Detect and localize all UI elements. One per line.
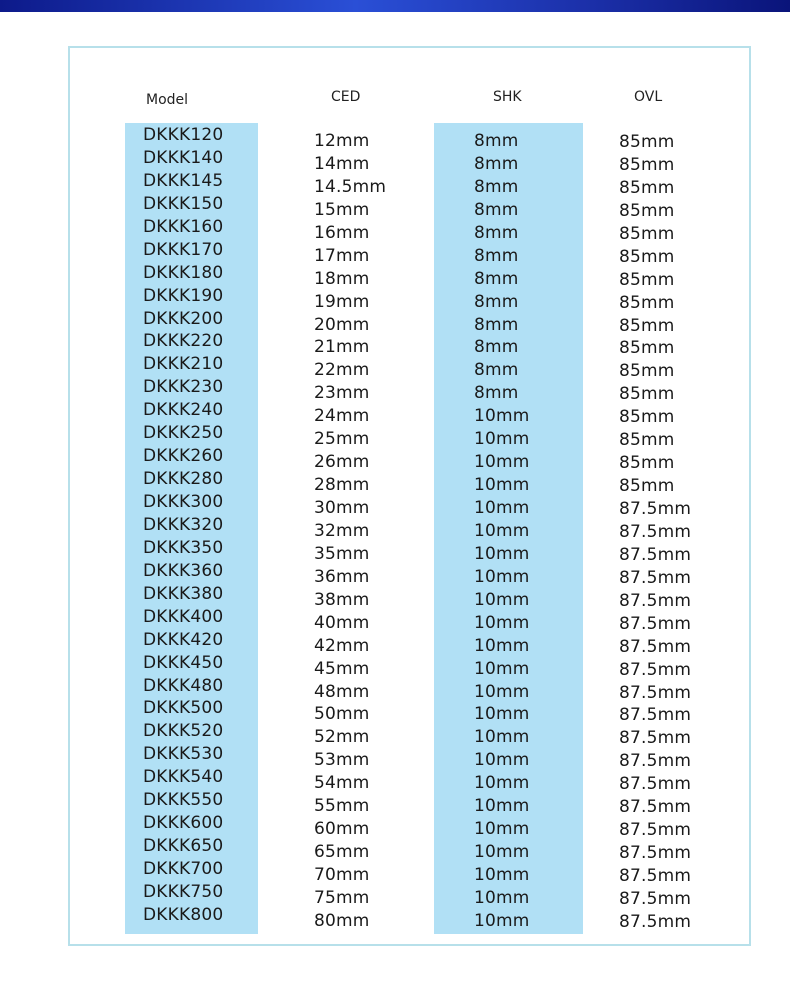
- header-shk: SHK: [493, 89, 522, 105]
- model-cell: DKKK750: [143, 881, 224, 902]
- model-cell: DKKK120: [143, 125, 224, 145]
- ovl-cell: 85mm: [619, 476, 675, 497]
- ovl-cell: 87.5mm: [619, 682, 692, 703]
- model-cell: DKKK600: [143, 813, 224, 834]
- ced-cell: 12mm: [314, 131, 370, 151]
- ced-column: [314, 130, 386, 933]
- shk-cell: 10mm: [474, 842, 530, 863]
- model-cell: DKKK210: [143, 354, 224, 375]
- ovl-cell: 85mm: [619, 292, 675, 313]
- ced-cell: 80mm: [314, 910, 370, 931]
- ovl-cell: 87.5mm: [619, 636, 692, 657]
- ced-cell: 45mm: [314, 658, 370, 679]
- shk-cell: 10mm: [474, 566, 530, 587]
- ced-cell: 60mm: [314, 819, 370, 840]
- ovl-cell: 87.5mm: [619, 820, 692, 841]
- ced-cell: 14mm: [314, 153, 370, 174]
- model-cell: DKKK550: [143, 790, 224, 811]
- shk-cell: 8mm: [474, 383, 519, 404]
- model-cell: DKKK540: [143, 767, 224, 788]
- shk-cell: 10mm: [474, 750, 530, 771]
- ced-cell: 19mm: [314, 291, 370, 312]
- shk-cell: 10mm: [474, 612, 530, 633]
- shk-cell: 10mm: [474, 658, 530, 679]
- shk-cell: 8mm: [474, 131, 519, 151]
- ovl-cell: 85mm: [619, 430, 675, 451]
- shk-cell: 10mm: [474, 452, 530, 473]
- ovl-cell: 87.5mm: [619, 751, 692, 772]
- shk-cell: 10mm: [474, 520, 530, 541]
- ovl-cell: 85mm: [619, 246, 675, 267]
- ovl-cell: 87.5mm: [619, 866, 692, 886]
- shk-cell: 8mm: [474, 153, 519, 174]
- model-cell: DKKK300: [143, 492, 224, 512]
- ced-cell: 21mm: [314, 337, 370, 358]
- ovl-cell: 87.5mm: [619, 888, 692, 909]
- model-cell: DKKK500: [143, 698, 224, 719]
- ced-cell: 50mm: [314, 704, 370, 725]
- ced-cell: 52mm: [314, 727, 370, 748]
- model-cell: DKKK350: [143, 537, 224, 558]
- ovl-cell: 87.5mm: [619, 499, 692, 519]
- ovl-cell: 85mm: [619, 177, 675, 198]
- shk-cell: 10mm: [474, 773, 530, 794]
- ovl-cell: 85mm: [619, 315, 675, 336]
- model-cell: DKKK700: [143, 859, 224, 879]
- shk-cell: 8mm: [474, 176, 519, 197]
- ovl-cell: 87.5mm: [619, 728, 692, 749]
- shk-cell: 10mm: [474, 865, 530, 885]
- model-cell: DKKK800: [143, 904, 224, 925]
- shk-cell: 8mm: [474, 245, 519, 266]
- ovl-cell: 85mm: [619, 269, 675, 290]
- ced-cell: 15mm: [314, 199, 370, 220]
- ced-cell: 75mm: [314, 887, 370, 908]
- ovl-cell: 87.5mm: [619, 843, 692, 864]
- ovl-cell: 87.5mm: [619, 613, 692, 634]
- ced-cell: 18mm: [314, 268, 370, 289]
- shk-cell: 10mm: [474, 635, 530, 656]
- model-cell: DKKK190: [143, 285, 224, 306]
- model-cell: DKKK230: [143, 377, 224, 398]
- model-cell: DKKK220: [143, 331, 224, 352]
- shk-cell: 8mm: [474, 337, 519, 358]
- shk-column: [474, 130, 530, 933]
- shk-cell: 8mm: [474, 199, 519, 220]
- ced-cell: 40mm: [314, 612, 370, 633]
- model-cell: DKKK180: [143, 262, 224, 283]
- ovl-cell: 87.5mm: [619, 774, 692, 795]
- ced-cell: 28mm: [314, 475, 370, 496]
- model-cell: DKKK380: [143, 583, 224, 604]
- ovl-cell: 87.5mm: [619, 911, 692, 932]
- ced-cell: 22mm: [314, 360, 370, 381]
- model-cell: DKKK400: [143, 606, 224, 627]
- ovl-cell: 87.5mm: [619, 659, 692, 680]
- ced-cell: 16mm: [314, 222, 370, 243]
- model-cell: DKKK280: [143, 469, 224, 490]
- shk-cell: 10mm: [474, 727, 530, 748]
- shk-cell: 10mm: [474, 406, 530, 427]
- model-cell: DKKK160: [143, 216, 224, 237]
- model-cell: DKKK170: [143, 239, 224, 260]
- shk-cell: 10mm: [474, 498, 530, 518]
- shk-cell: 10mm: [474, 475, 530, 496]
- model-cell: DKKK520: [143, 721, 224, 742]
- shk-cell: 8mm: [474, 360, 519, 381]
- ovl-cell: 85mm: [619, 223, 675, 244]
- ovl-cell: 85mm: [619, 361, 675, 382]
- top-banner-bar: [0, 0, 790, 12]
- model-cell: DKKK150: [143, 193, 224, 214]
- model-cell: DKKK420: [143, 629, 224, 650]
- shk-cell: 10mm: [474, 910, 530, 931]
- shk-cell: 10mm: [474, 429, 530, 450]
- ced-cell: 30mm: [314, 498, 370, 518]
- model-column: [143, 124, 223, 927]
- ced-cell: 14.5mm: [314, 176, 387, 197]
- model-cell: DKKK530: [143, 744, 224, 765]
- model-cell: DKKK320: [143, 514, 224, 535]
- shk-cell: 10mm: [474, 819, 530, 840]
- shk-cell: 10mm: [474, 543, 530, 564]
- header-ovl: OVL: [634, 89, 663, 105]
- ovl-cell: 85mm: [619, 407, 675, 428]
- ovl-cell: 85mm: [619, 453, 675, 474]
- model-cell: DKKK250: [143, 423, 224, 444]
- ced-cell: 70mm: [314, 865, 370, 885]
- ced-cell: 24mm: [314, 406, 370, 427]
- model-cell: DKKK260: [143, 446, 224, 467]
- model-cell: DKKK360: [143, 560, 224, 581]
- ovl-cell: 87.5mm: [619, 797, 692, 818]
- ced-cell: 48mm: [314, 681, 370, 702]
- model-cell: DKKK480: [143, 675, 224, 696]
- ced-cell: 23mm: [314, 383, 370, 404]
- ovl-cell: 87.5mm: [619, 567, 692, 588]
- model-cell: DKKK650: [143, 836, 224, 857]
- model-cell: DKKK140: [143, 147, 224, 168]
- ced-cell: 25mm: [314, 429, 370, 450]
- ovl-cell: 85mm: [619, 200, 675, 221]
- ovl-cell: 87.5mm: [619, 521, 692, 542]
- ovl-cell: 87.5mm: [619, 590, 692, 611]
- model-cell: DKKK240: [143, 400, 224, 421]
- ced-cell: 65mm: [314, 842, 370, 863]
- shk-cell: 10mm: [474, 589, 530, 610]
- ced-cell: 42mm: [314, 635, 370, 656]
- model-cell: DKKK450: [143, 652, 224, 673]
- ced-cell: 26mm: [314, 452, 370, 473]
- ced-cell: 38mm: [314, 589, 370, 610]
- shk-cell: 8mm: [474, 222, 519, 243]
- model-cell: DKKK145: [143, 170, 224, 191]
- ced-cell: 17mm: [314, 245, 370, 266]
- shk-cell: 8mm: [474, 268, 519, 289]
- ced-cell: 54mm: [314, 773, 370, 794]
- ovl-cell: 85mm: [619, 154, 675, 175]
- shk-cell: 8mm: [474, 314, 519, 335]
- shk-cell: 10mm: [474, 887, 530, 908]
- ovl-cell: 87.5mm: [619, 544, 692, 565]
- ovl-column: [619, 131, 691, 934]
- ced-cell: 32mm: [314, 520, 370, 541]
- ced-cell: 55mm: [314, 796, 370, 817]
- header-model: Model: [146, 92, 189, 108]
- ced-cell: 20mm: [314, 314, 370, 335]
- ovl-cell: 87.5mm: [619, 705, 692, 726]
- ced-cell: 35mm: [314, 543, 370, 564]
- ovl-cell: 85mm: [619, 384, 675, 405]
- ovl-cell: 85mm: [619, 338, 675, 359]
- shk-cell: 10mm: [474, 704, 530, 725]
- ced-cell: 53mm: [314, 750, 370, 771]
- ovl-cell: 85mm: [619, 132, 675, 152]
- shk-cell: 8mm: [474, 291, 519, 312]
- model-cell: DKKK200: [143, 308, 224, 329]
- shk-cell: 10mm: [474, 796, 530, 817]
- ced-cell: 36mm: [314, 566, 370, 587]
- shk-cell: 10mm: [474, 681, 530, 702]
- header-ced: CED: [331, 89, 361, 105]
